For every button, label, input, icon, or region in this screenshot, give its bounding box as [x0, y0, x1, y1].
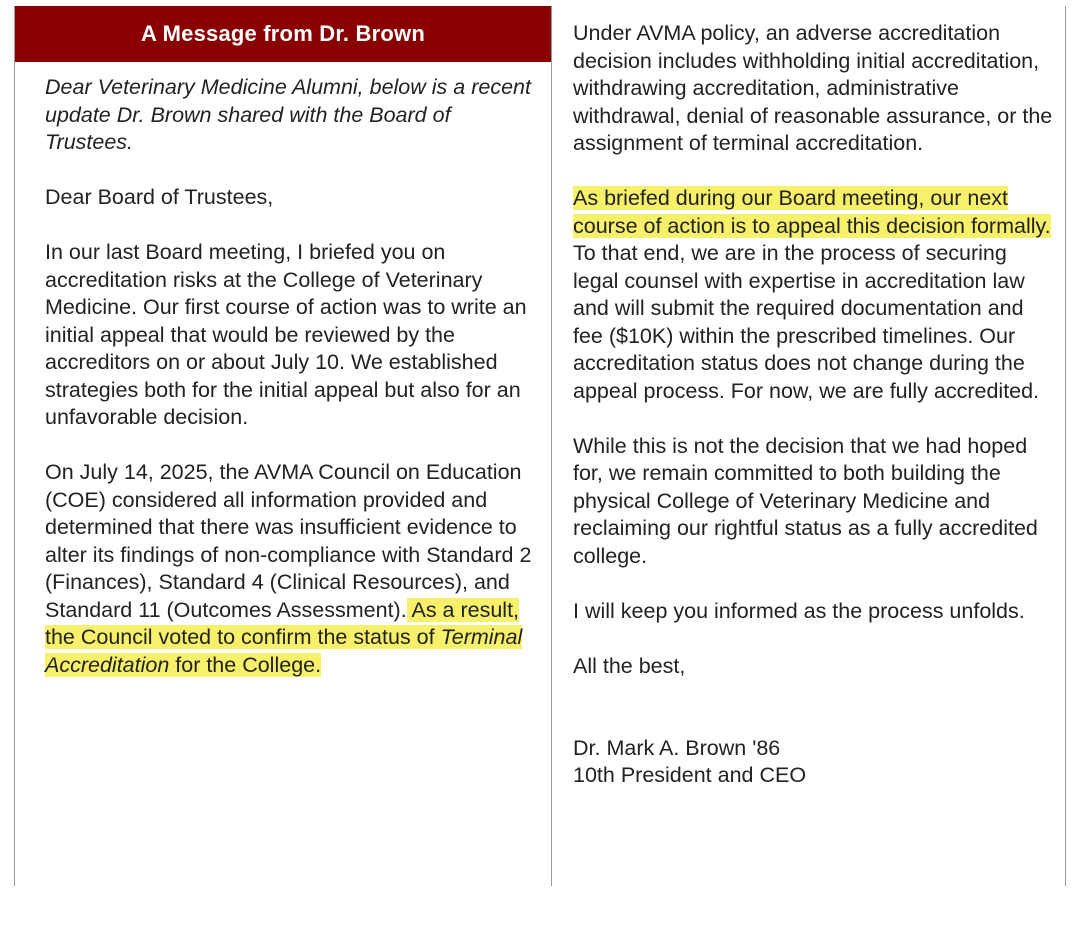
- left-body: [15, 74, 551, 679]
- appeal-details-text: To that end, we are in the process of securing legal counsel with expertise in accreditation law and will submit the required documentation and fee ($10K) within the prescribed timelines. Our accreditation status does not change during the appeal process. For now, we are fully accredited.: [573, 241, 1040, 403]
- highlight-appeal-decision: As briefed during our Board meeting, our next course of action is to appeal this decision formally.: [573, 186, 1051, 238]
- paragraph-briefing: In our last Board meeting, I briefed you on accreditation risks at the College of Veterinary Medicine. Our first course of action was to write an initial appeal that would be reviewed by the accreditors on or about July 10. We established strategies both for the initial appeal but also for an unfavorable decision.: [45, 240, 527, 429]
- terminal-accreditation-term: Terminal Accreditation: [45, 625, 523, 677]
- intro-paragraph: Dear Veterinary Medicine Alumni, below is a recent update Dr. Brown shared with the Board of Trustees.: [45, 75, 531, 154]
- salutation: Dear Board of Trustees,: [45, 185, 274, 209]
- signature-title: 10th President and CEO: [573, 763, 807, 787]
- right-column: [551, 6, 1066, 886]
- paragraph-council-decision: [45, 459, 537, 679]
- closing-line: All the best,: [573, 653, 686, 678]
- paragraph-keep-informed: I will keep you informed as the process unfolds.: [573, 598, 1025, 623]
- highlight-council-vote: As a result, the Council voted to confirm the status of Terminal Accreditation for the College.: [45, 597, 523, 677]
- banner-title: A Message from Dr. Brown: [141, 21, 425, 46]
- left-column: [14, 6, 552, 886]
- paragraph-commitment: While this is not the decision that we had hoped for, we remain committed to both building the physical College of Veterinary Medicine and reclaiming our rightful status as a fully accredited college.: [573, 433, 1038, 568]
- right-body: [551, 6, 1065, 790]
- signature-name: Dr. Mark A. Brown '86: [573, 735, 781, 760]
- paragraph-appeal: [573, 185, 1055, 405]
- council-findings-text: On July 14, 2025, the AVMA Council on Education (COE) considered all information provided and determined that there was insufficient evidence to alter its findings of non-compliance with Standard 2 (Finances), Standard 4 (Clinical Resources), and Standard 11 (Outcomes Assessment).: [45, 460, 532, 622]
- message-banner: [15, 6, 551, 62]
- paragraph-avma-policy: Under AVMA policy, an adverse accreditation decision includes withholding initial accreditation, withdrawing accreditation, administrative withdrawal, denial of reasonable assurance, or the assignment of terminal accreditation.: [573, 21, 1053, 155]
